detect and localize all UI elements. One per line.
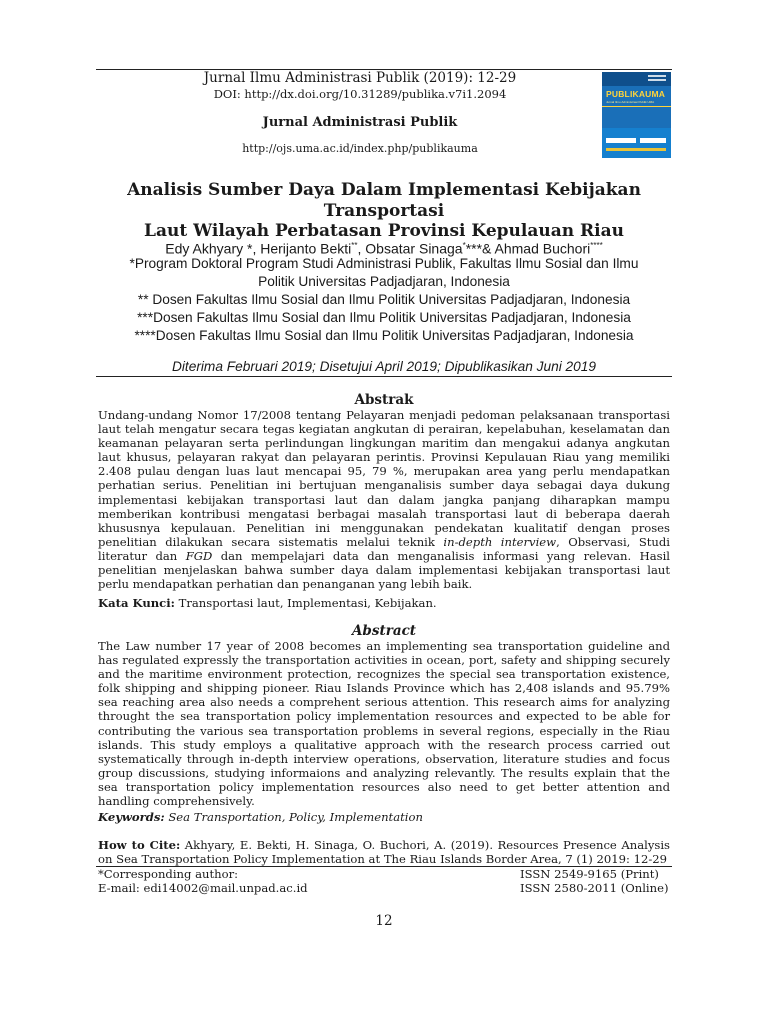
affiliation-line: *Program Doktoral Program Studi Administrasi Publik, Fakultas Ilmu Sosial dan Ilmu bbox=[129, 256, 639, 271]
abstrak-italic: in-depth interview bbox=[443, 534, 557, 549]
divider-rule bbox=[96, 376, 672, 377]
how-to-cite bbox=[98, 838, 670, 866]
title-line-1: Analisis Sumber Daya Dalam Implementasi Kebijakan Transportasi bbox=[127, 180, 641, 221]
keywords bbox=[98, 810, 670, 824]
abstrak-body bbox=[98, 408, 670, 591]
abstrak-text: , Observasi, Studi literatur dan bbox=[98, 534, 671, 563]
corresponding-author: *Corresponding author: bbox=[98, 867, 239, 881]
affiliation-line: ****Dosen Fakultas Ilmu Sosial dan Ilmu Politik Universitas Padjadjaran, Indonesia bbox=[134, 328, 634, 343]
journal-citation-line: Jurnal Ilmu Administrasi Publik (2019): 12-29 bbox=[203, 70, 517, 86]
affiliations bbox=[96, 255, 672, 345]
issn-print: ISSN 2549-9165 (Print) bbox=[520, 867, 659, 881]
doi-link[interactable]: DOI: http://dx.doi.org/10.31289/publika.v7i1.2094 bbox=[213, 87, 507, 101]
page-number: 12 bbox=[375, 913, 393, 929]
author-superscript: ** bbox=[351, 241, 358, 250]
issn-online: ISSN 2580-2011 (Online) bbox=[520, 881, 669, 895]
how-to-cite-value: Akhyary, E. Bekti, H. Sinaga, O. Buchori, A. (2019). Resources Presence Analysis on Sea Transportation Policy Implementation at The Riau Islands Border Area, 7 (1) 2019: 12-29 bbox=[98, 838, 670, 867]
kata-kunci bbox=[98, 596, 670, 610]
author-superscript: **** bbox=[590, 241, 603, 250]
journal-name: Jurnal Administrasi Publik bbox=[262, 115, 458, 130]
publication-dates: Diterima Februari 2019; Disetujui April 2019; Dipublikasikan Juni 2019 bbox=[171, 359, 597, 374]
affiliation-line: Politik Universitas Padjadjaran, Indonesia bbox=[258, 274, 510, 289]
abstrak-italic: FGD bbox=[185, 548, 213, 563]
paper-title bbox=[96, 180, 672, 242]
keywords-label: Keywords: bbox=[98, 810, 165, 824]
abstrak-text: dan mempelajari data dan menganalisis informasi yang relevan. Hasil penelitian menjelaskan bahwa sumber daya dalam implementasi kebijakan transportasi laut perlu mendapatkan perhatian dan penanganan yang lebih baik. bbox=[98, 548, 670, 592]
kata-kunci-value: Transportasi laut, Implementasi, Kebijakan. bbox=[174, 596, 437, 610]
affiliation-line: ** Dosen Fakultas Ilmu Sosial dan Ilmu Politik Universitas Padjadjaran, Indonesia bbox=[137, 292, 631, 307]
how-to-cite-label: How to Cite: bbox=[98, 838, 181, 852]
affiliation-line: ***Dosen Fakultas Ilmu Sosial dan Ilmu Politik Universitas Padjadjaran, Indonesia bbox=[137, 310, 631, 325]
title-line-2: Laut Wilayah Perbatasan Provinsi Kepulauan Riau bbox=[143, 221, 624, 241]
keywords-value: Sea Transportation, Policy, Implementation bbox=[164, 810, 423, 824]
journal-url[interactable]: http://ojs.uma.ac.id/index.php/publikauma bbox=[242, 142, 478, 155]
author-superscript: * bbox=[462, 241, 466, 250]
author-segment: , Obsatar Sinaga bbox=[357, 240, 463, 257]
author-email[interactable]: E-mail: edi14002@mail.unpad.ac.id bbox=[98, 881, 308, 895]
kata-kunci-label: Kata Kunci: bbox=[98, 596, 175, 610]
abstrak-heading: Abstrak bbox=[354, 392, 414, 408]
author-segment: ***& Ahmad Buchori bbox=[465, 240, 591, 257]
journal-cover-image bbox=[602, 72, 671, 158]
cover-subtitle: Jurnal Ilmu Administrasi Publik UMA bbox=[606, 100, 655, 104]
abstrak-text: Undang-undang Nomor 17/2008 tentang Pelayaran menjadi pedoman pelaksanaan transportasi laut telah mengatur secara tegas kegiatan angkutan di perairan, kepelabuhan, keselamatan dan keamanan pelayaran serta perlindungan lingkungan maritim dan mengakui adanya angkutan laut khusus, pelayaran rakyat dan pelayaran perintis. Provinsi Kepulauan Riau yang memiliki 2.408 pulau dengan luas laut mencapai 95, 79 %, merupakan area yang perlu mendapatkan perhatian serius. Penelitian ini bertujuan menganalisis sumber daya sebagai daya dukung implementasi kebijakan transportasi laut dan dalam jangka panjang diharapkan mampu memberikan kontribusi mengatasi berbagai masalah transportasi laut di beberapa daerah khususnya kepulauan. Penelitian ini menggunakan pendekatan kualitatif dengan proses penelitian dilakukan secara sistematis melalui teknik bbox=[98, 408, 670, 549]
abstract-body: The Law number 17 year of 2008 becomes an implementing sea transportation guideline and has regulated expressly the transportation activities in ocean, port, safety and shipping securely and the maritime environment protection, recognizes the special sea transportation existence, folk shipping and shipping pioneer. Riau Islands Province which has 2,408 islands and 95.79% sea reaching area also needs a comprehent serious attention. This research aims for analyzing throught the sea transportation policy implementation resources and expected to be able for contributing the various sea transportation problems in several regions, especially in the Riau islands. This study employs a qualitative approach with the research process carried out systematically through in-depth interview operations, observation, literature studies and focus group discussions, studying informaions and analyzing relevantly. The results explain that the sea transportation policy implementation resources also need to get better attention and handling comprehensively. bbox=[98, 639, 670, 809]
author-segment: Edy Akhyary *, Herijanto Bekti bbox=[165, 240, 352, 257]
cover-title: PUBLIKAUMA bbox=[606, 89, 666, 99]
abstract-heading: Abstract bbox=[351, 623, 417, 639]
